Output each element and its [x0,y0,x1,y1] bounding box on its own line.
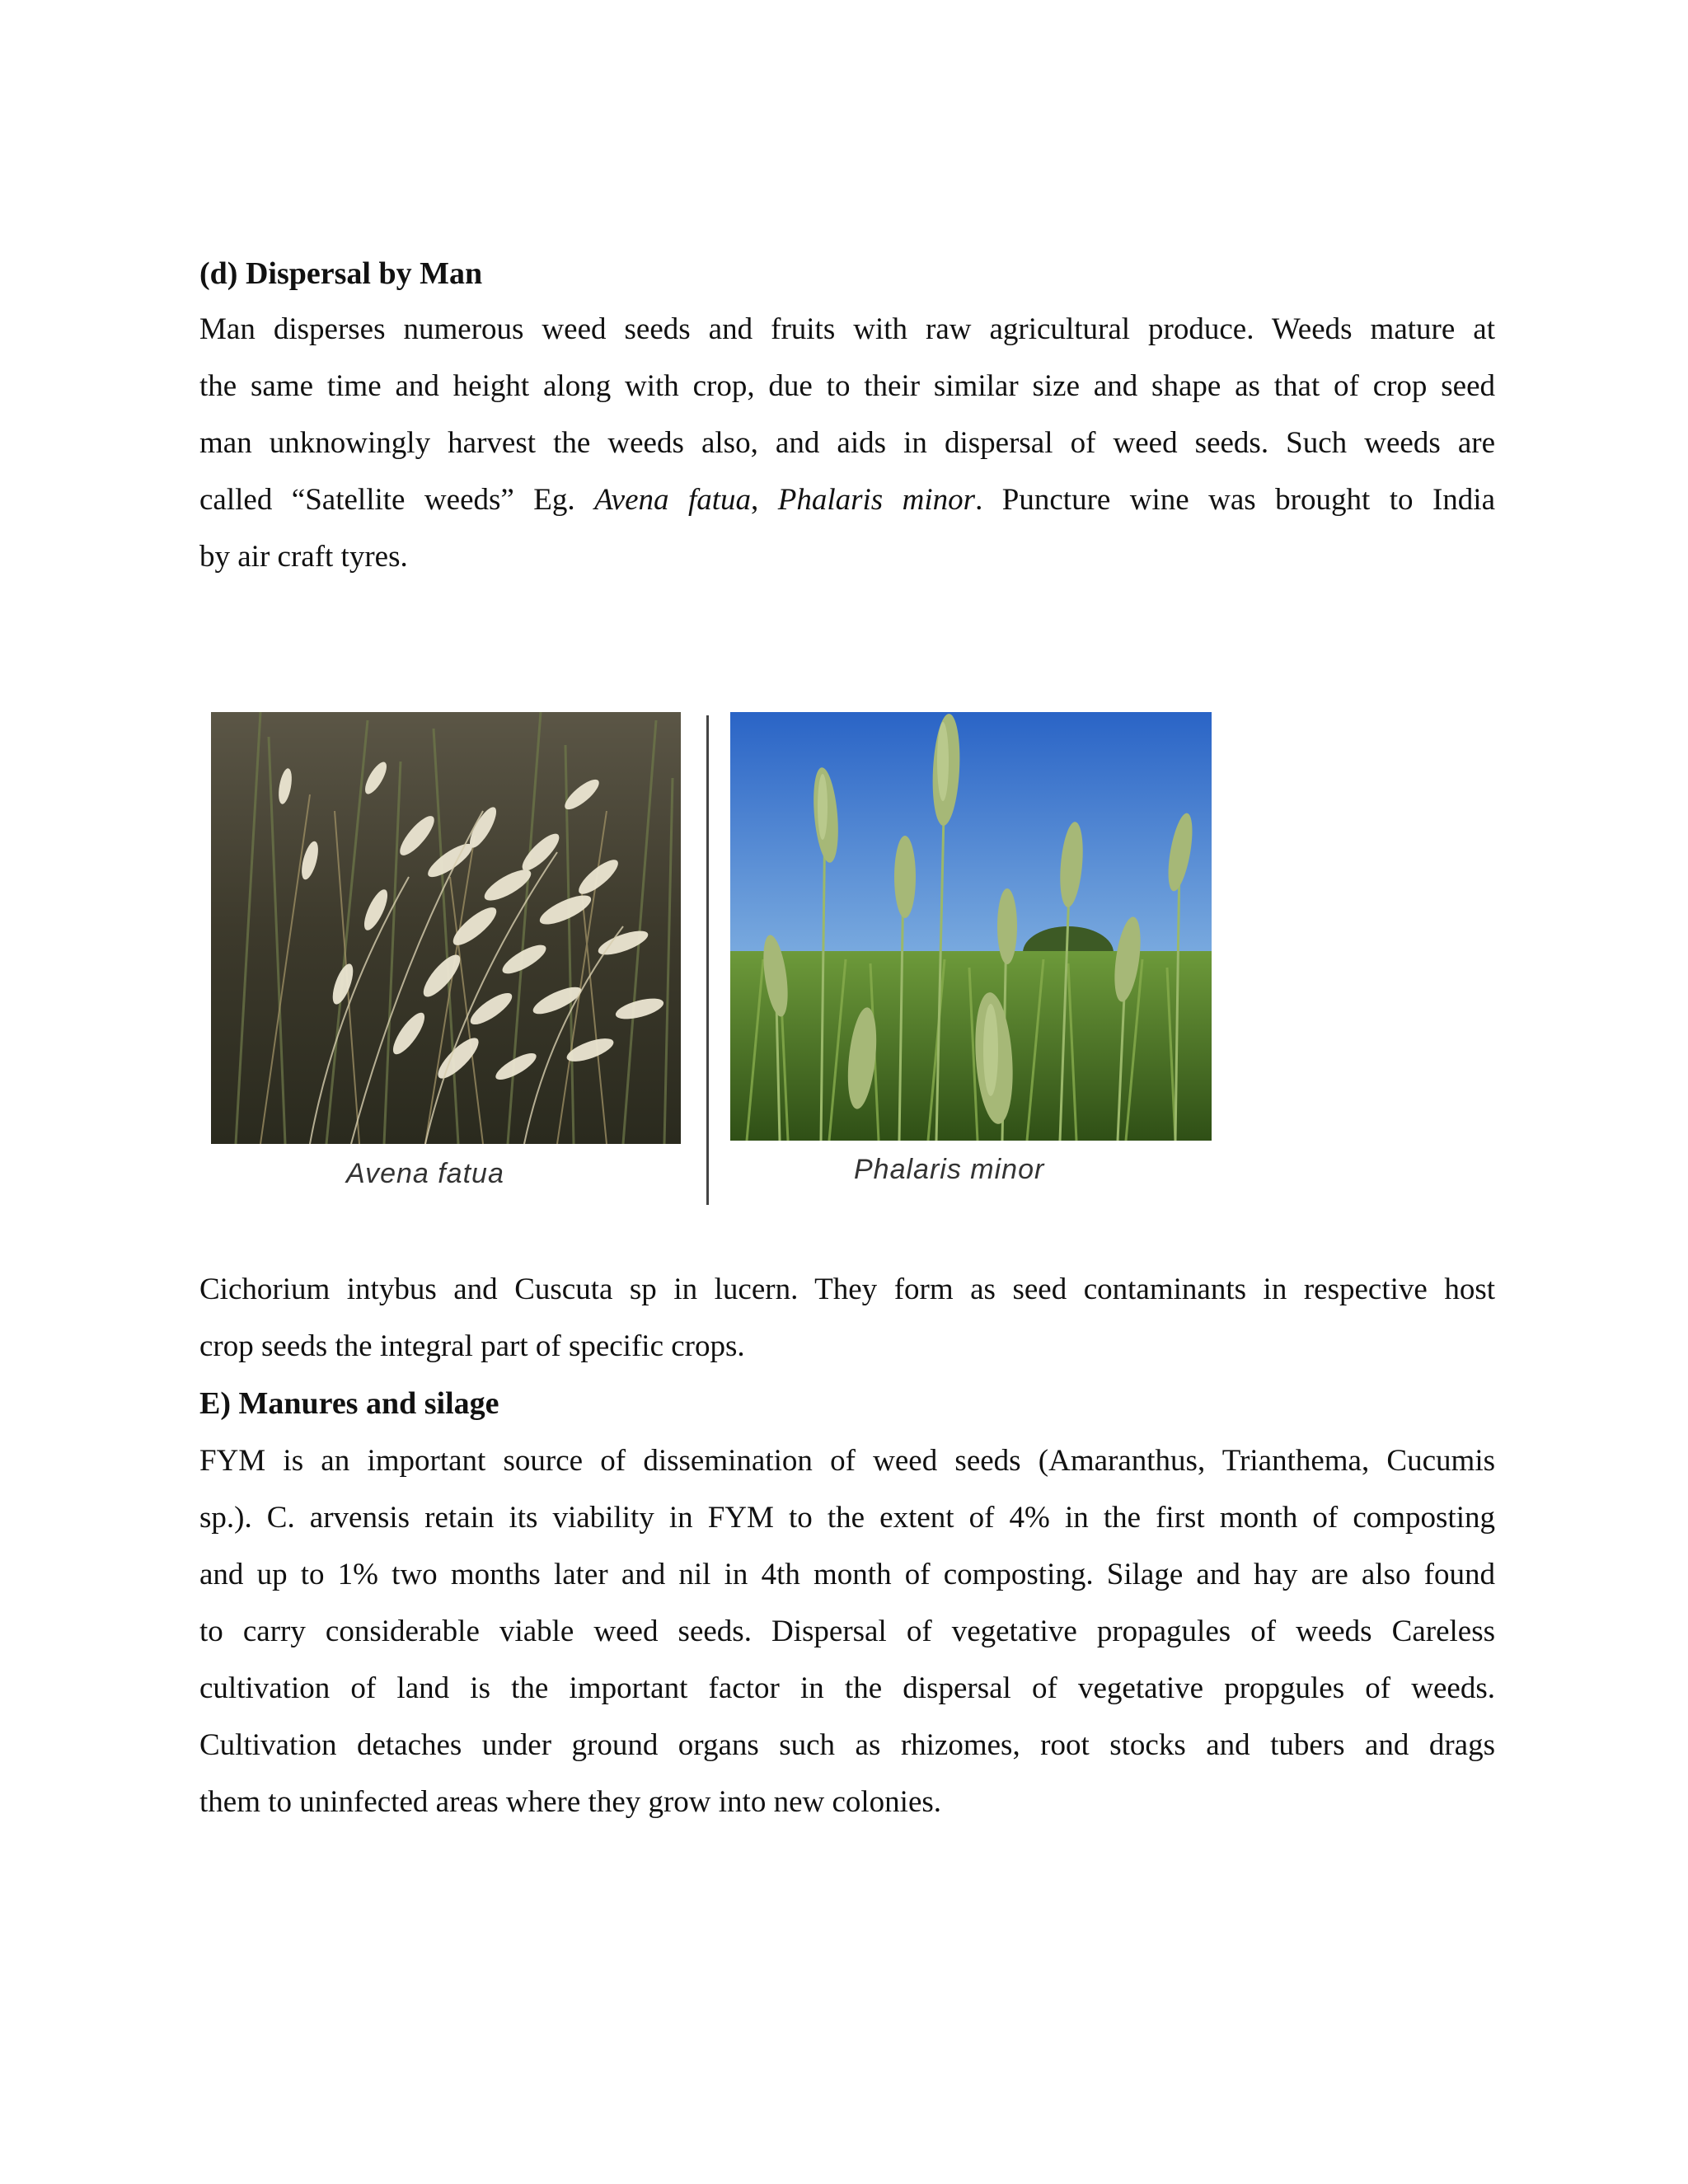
paragraph-line: man unknowingly harvest the weeds also, and aids in dispersal of weed seeds. Such weeds are [199,426,1495,460]
paragraph-line: FYM is an important source of dissemination of weed seeds (Amaranthus, Trianthema, Cucumis [199,1444,1495,1478]
paragraph-line: by air craft tyres. [199,540,408,574]
contaminants-paragraph [199,1261,1495,1375]
paragraph-line: the same time and height along with crop, due to their similar size and shape as that of crop seed [199,369,1495,403]
paragraph-line: cultivation of land is the important factor in the dispersal of vegetative propgules of weeds. [199,1671,1495,1705]
species-name-phalaris: Phalaris minor [777,483,976,517]
line4-prefix: called “Satellite weeds” Eg. [199,483,595,517]
paragraph-line: to carry considerable viable weed seeds. Dispersal of vegetative propagules of weeds Careless [199,1615,1495,1648]
paragraph-line: Cultivation detaches under ground organs such as rhizomes, root stocks and tubers and drags [199,1728,1495,1762]
species-name-avena: Avena fatua [594,483,752,517]
caption-phalaris-minor: Phalaris minor [854,1154,1045,1185]
line4-suffix: . Puncture wine was brought to India [975,483,1496,517]
paragraph-line: and up to 1% two months later and nil in 4th month of composting. Silage and hay are also found [199,1558,1495,1591]
comma: , [751,483,778,517]
figure-divider [706,715,709,1205]
paragraph-line: crop seeds the integral part of specific crops. [199,1329,745,1363]
paragraph-line: them to uninfected areas where they grow into new colonies. [199,1785,942,1819]
section-d-paragraph [199,301,1495,585]
phalaris-minor-photo [730,712,1212,1141]
weed-photo-figure [206,709,1220,1203]
caption-avena-fatua: Avena fatua [346,1158,504,1189]
section-e-heading: E) Manures and silage [199,1386,499,1421]
section-e-paragraph [199,1432,1495,1830]
avena-fatua-photo [211,712,681,1144]
paragraph-line: Cichorium intybus and Cuscuta sp in lucern. They form as seed contaminants in respective host [199,1272,1495,1306]
paragraph-line: sp.). C. arvensis retain its viability in FYM to the extent of 4% in the first month of composting [199,1501,1495,1535]
section-d-heading: (d) Dispersal by Man [199,256,483,291]
paragraph-line: Man disperses numerous weed seeds and fruits with raw agricultural produce. Weeds mature at [199,312,1495,346]
paragraph-line [199,471,1495,528]
